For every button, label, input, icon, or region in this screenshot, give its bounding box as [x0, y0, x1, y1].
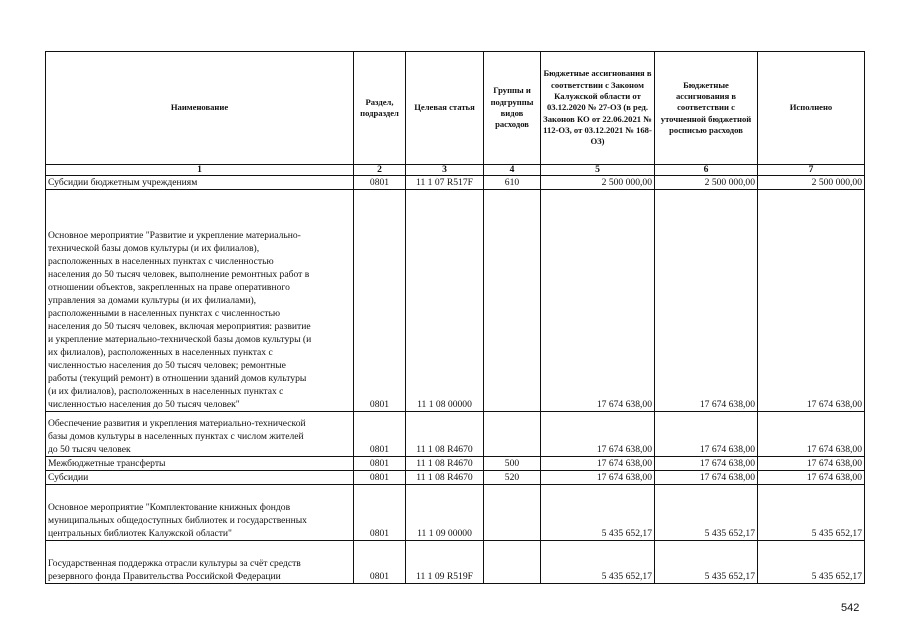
- row-executed: 17 674 638,00: [758, 412, 865, 457]
- column-number: 1: [46, 165, 354, 176]
- row-executed: 17 674 638,00: [758, 457, 865, 471]
- row-group: 500: [484, 457, 541, 471]
- header-section: Раздел, подраздел: [354, 52, 406, 165]
- header-law-alloc: Бюджетные ассигнования в соответствии с Законом Калужской области от 03.12.2020 № 27-ОЗ (в ред. Законов КО от 22.06.2021 № 112-ОЗ, от 03.12.2021 № 168-ОЗ): [541, 52, 655, 165]
- row-target: 11 1 08 R4670: [406, 412, 484, 457]
- row-refined-alloc: 17 674 638,00: [655, 190, 758, 412]
- table-row: [46, 190, 865, 412]
- row-section: 0801: [354, 541, 406, 584]
- row-refined-alloc: 17 674 638,00: [655, 471, 758, 485]
- row-refined-alloc: 5 435 652,17: [655, 541, 758, 584]
- row-refined-alloc: 17 674 638,00: [655, 412, 758, 457]
- table-row: [46, 541, 865, 584]
- row-law-alloc: 5 435 652,17: [541, 541, 655, 584]
- row-target: 11 1 08 R4670: [406, 471, 484, 485]
- row-refined-alloc: 5 435 652,17: [655, 485, 758, 541]
- row-group: [484, 485, 541, 541]
- row-law-alloc: 17 674 638,00: [541, 457, 655, 471]
- row-executed: 2 500 000,00: [758, 176, 865, 190]
- table-row: [46, 485, 865, 541]
- header-name: Наименование: [46, 52, 354, 165]
- row-section: 0801: [354, 412, 406, 457]
- column-number: 7: [758, 165, 865, 176]
- row-law-alloc: 17 674 638,00: [541, 190, 655, 412]
- row-name: Основное мероприятие "Комплектование книжных фондов муниципальных общедоступных библиотек и государственных центральных библиотек Калужской области": [46, 485, 354, 541]
- header-group: Группы и подгруппы видов расходов: [484, 52, 541, 165]
- row-section: 0801: [354, 457, 406, 471]
- row-name: Основное мероприятие "Развитие и укрепление материально- технической базы домов культуры (и их филиалов), расположенных в населенных пунктах с численностью населения до 50 тысяч человек, выполнение ремонтных работ в отношении объектов, закрепленных на праве оперативного управления за домами культуры (и их филиалами), расположенными в населенных пунктах с численностью населения до 50 тысяч человек, включая мероприятия: развитие и укрепление материально-технической базы домов культуры (и их филиалов), расположенных в населенных пунктах с численностью населения до 50 тысяч человек; ремонтные работы (текущий ремонт) в отношении зданий домов культуры (и их филиалов), расположенных в населенных пунктах с численностью населения до 50 тысяч человек": [46, 190, 354, 412]
- column-number: 5: [541, 165, 655, 176]
- row-law-alloc: 17 674 638,00: [541, 471, 655, 485]
- row-section: 0801: [354, 190, 406, 412]
- row-refined-alloc: 17 674 638,00: [655, 457, 758, 471]
- row-section: 0801: [354, 176, 406, 190]
- row-executed: 5 435 652,17: [758, 541, 865, 584]
- row-executed: 5 435 652,17: [758, 485, 865, 541]
- row-target: 11 1 07 R517F: [406, 176, 484, 190]
- row-target: 11 1 09 R519F: [406, 541, 484, 584]
- row-law-alloc: 2 500 000,00: [541, 176, 655, 190]
- row-name: Субсидии: [46, 471, 354, 485]
- row-name: Субсидии бюджетным учреждениям: [46, 176, 354, 190]
- column-number: 3: [406, 165, 484, 176]
- row-refined-alloc: 2 500 000,00: [655, 176, 758, 190]
- row-name: Межбюджетные трансферты: [46, 457, 354, 471]
- row-group: 520: [484, 471, 541, 485]
- header-row: [46, 52, 865, 165]
- row-name: Обеспечение развития и укрепления материально-технической базы домов культуры в населенных пунктах с числом жителей до 50 тысяч человек: [46, 412, 354, 457]
- budget-table: [45, 51, 865, 584]
- row-target: 11 1 08 00000: [406, 190, 484, 412]
- table-row: [46, 457, 865, 471]
- column-number-row: [46, 165, 865, 176]
- table-row: [46, 471, 865, 485]
- table-row: [46, 412, 865, 457]
- row-group: 610: [484, 176, 541, 190]
- row-executed: 17 674 638,00: [758, 471, 865, 485]
- header-target: Целевая статья: [406, 52, 484, 165]
- row-law-alloc: 17 674 638,00: [541, 412, 655, 457]
- row-group: [484, 412, 541, 457]
- row-section: 0801: [354, 471, 406, 485]
- column-number: 2: [354, 165, 406, 176]
- header-executed: Исполнено: [758, 52, 865, 165]
- column-number: 6: [655, 165, 758, 176]
- page-number: 542: [841, 602, 860, 614]
- header-refined-alloc: Бюджетные ассигнования в соответствии с уточненной бюджетной росписью расходов: [655, 52, 758, 165]
- row-target: 11 1 08 R4670: [406, 457, 484, 471]
- row-name: Государственная поддержка отрасли культуры за счёт средств резервного фонда Правительства Российской Федерации: [46, 541, 354, 584]
- row-target: 11 1 09 00000: [406, 485, 484, 541]
- row-group: [484, 541, 541, 584]
- row-law-alloc: 5 435 652,17: [541, 485, 655, 541]
- table-row: [46, 176, 865, 190]
- row-group: [484, 190, 541, 412]
- row-section: 0801: [354, 485, 406, 541]
- row-executed: 17 674 638,00: [758, 190, 865, 412]
- column-number: 4: [484, 165, 541, 176]
